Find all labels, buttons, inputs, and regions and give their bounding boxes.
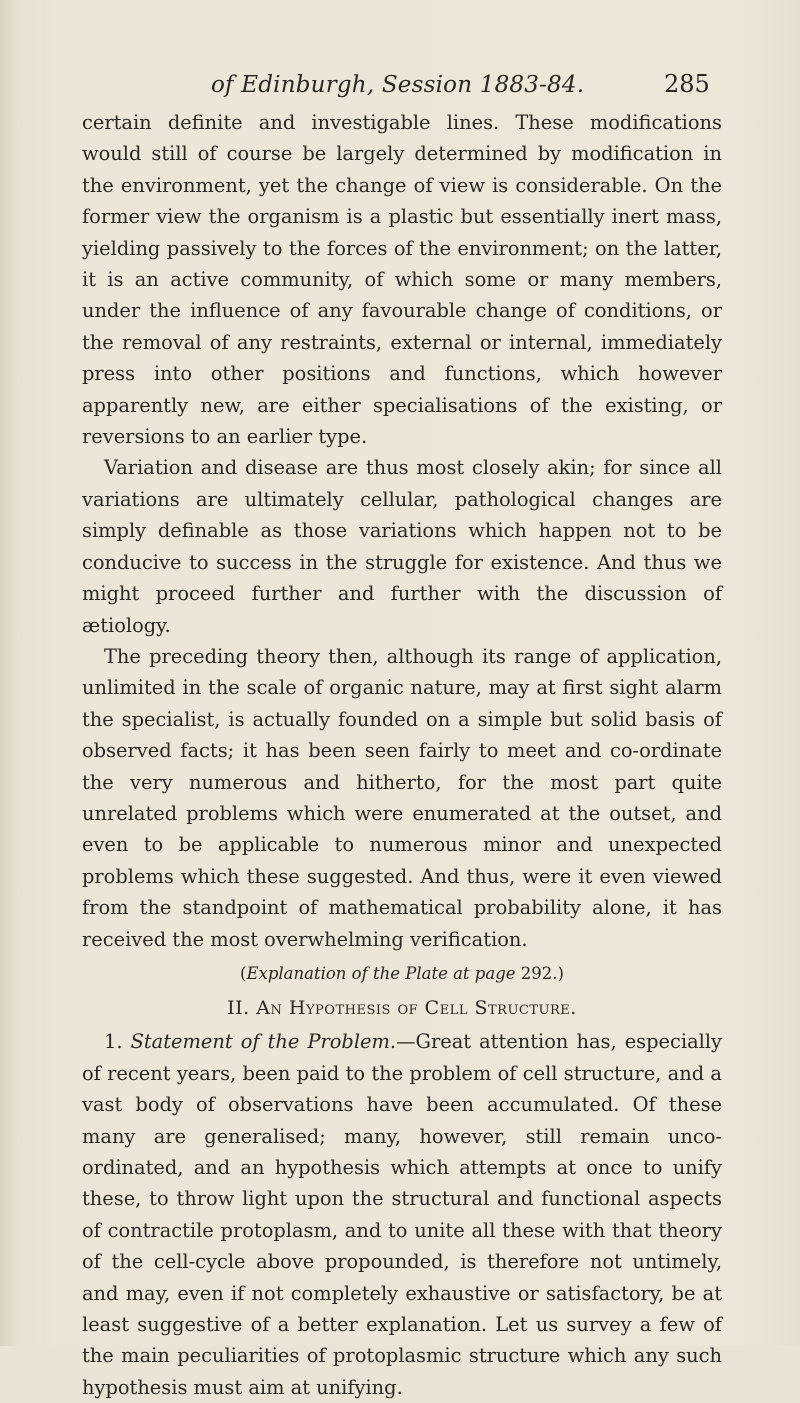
running-title: of Edinburgh, Session 1883-84. <box>211 72 585 98</box>
plate-explanation-note <box>82 959 722 989</box>
explanation-page: 292.) <box>515 963 564 983</box>
page-header <box>0 72 800 112</box>
paragraph-variation-disease: Variation and disease are thus most closely akin; for since all variations are ultimately cellular, pathological changes are simply definable as those variations which happen not to be conducive to success in the struggle for existence. And thus we might proceed further and further with the discussion of ætiology. <box>82 456 722 637</box>
body-text <box>82 107 722 1403</box>
paragraph-continuation: certain definite and investigable lines. These modifications would still of course be largely determined by modification in the environment, yet the change of view is considerable. On the former view the organism is a plastic but essentially inert mass, yielding passively to the forces of the environment; on the latter, it is an active community, of which some or many members, under the influence of any favourable change of conditions, or the removal of any restraints, external or internal, immediately press into other positions and functions, which however apparently new, are either specialisations of the existing, or reversions to an earlier type. <box>82 111 722 449</box>
statement-number: 1. <box>104 1030 131 1054</box>
section-heading: II. An Hypothesis of Cell Structure. <box>227 996 577 1019</box>
statement-text: —Great attention has, especially of recent years, been paid to the problem of cell structure, and a vast body of observations have been accumulated. Of these many are generalised; many, however, still remain unco-ordinated, and an hypothesis which attempts at once to unify these, to throw light upon the structural and functional aspects of contractile protoplasm, and to unite all these with that theory of the cell-cycle above propounded, is therefore not untimely, and may, even if not completely exhaustive or satisfactory, be at least suggestive of a better explanation. Let us survey a few of the main peculiarities of protoplasmic structure which any such hypothesis must aim at unifying. <box>82 1030 722 1399</box>
explanation-open: ( <box>240 963 247 983</box>
statement-label: Statement of the Problem. <box>130 1030 397 1054</box>
explanation-italic: Explanation of the Plate at page <box>246 963 516 983</box>
paragraph-statement <box>82 1026 722 1403</box>
paragraph-preceding-theory: The preceding theory then, although its range of application, unlimited in the scale of organic nature, may at first sight alarm the specialist, is actually founded on a simple but solid basis of observed facts; it has been seen fairly to meet and co-ordinate the very numerous and hitherto, for the most part quite unrelated problems which were enumerated at the outset, and even to be applicable to numerous minor and unexpected problems which these suggested. And thus, were it even viewed from the standpoint of mathematical probability alone, it has received the most overwhelming verification. <box>82 644 722 951</box>
page-number: 285 <box>664 70 710 98</box>
